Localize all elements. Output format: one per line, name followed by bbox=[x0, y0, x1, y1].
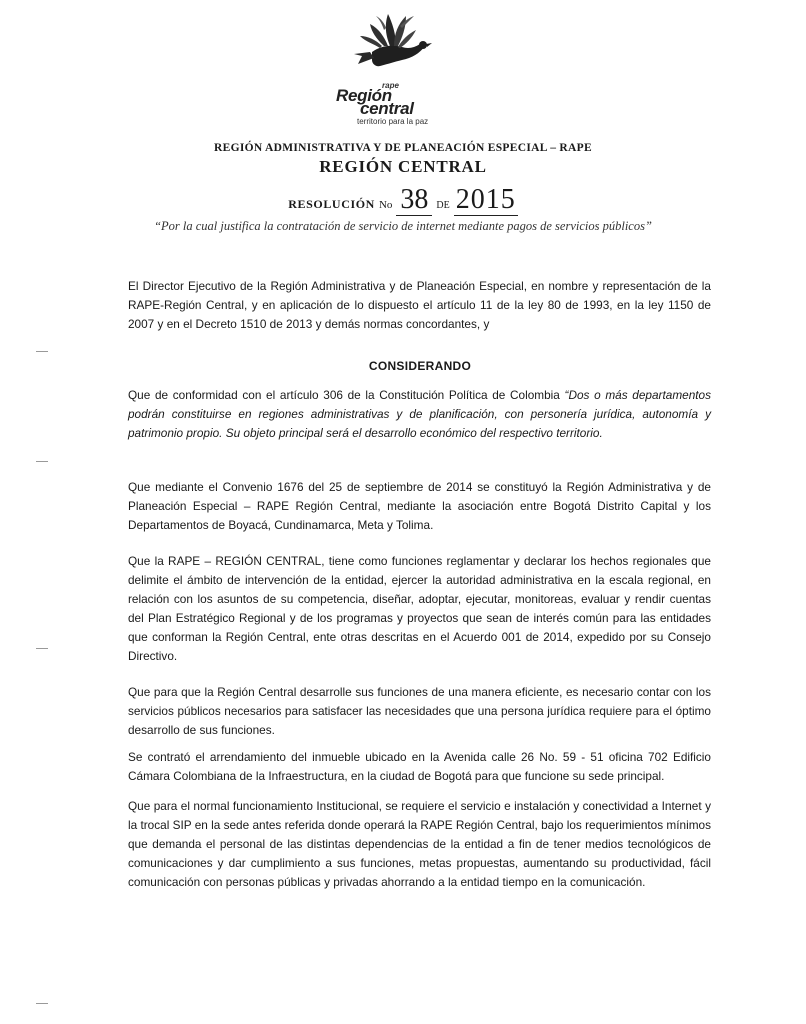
paragraph-arrendamiento: Se contrató el arrendamiento del inmueble ubicado en la Avenida calle 26 No. 59 - 51 oficina 702 Edificio Cámara Colombiana de la Infraestructura, en la ciudad de Bogotá para que funcione su sede principal. bbox=[128, 750, 711, 783]
header-entity-name: REGIÓN ADMINISTRATIVA Y DE PLANEACIÓN ESPECIAL – RAPE bbox=[214, 142, 592, 154]
margin-mark bbox=[36, 461, 48, 462]
paragraph-convenio: Que mediante el Convenio 1676 del 25 de septiembre de 2014 se constituyó la Región Administrativa y de Planeación Especial – RAPE Región Central, mediante la asociación entre Bogotá Distrito Capital y los Departamentos de Boyacá, Cundinamarca, Meta y Tolima. bbox=[128, 480, 711, 532]
margin-mark bbox=[36, 351, 48, 352]
paragraph-servicios: Que para que la Región Central desarrolle sus funciones de una manera eficiente, es necesario contar con los servicios públicos necesarios para satisfacer las necesidades que una persona jurídica requiere para el óptimo desarrollo de sus funciones. bbox=[128, 685, 711, 737]
paragraph-funciones: Que la RAPE – REGIÓN CENTRAL, tiene como funciones reglamentar y declarar los hechos regionales que delimite el ámbito de intervención de la entidad, ejercer la autoridad administrativa en la escala regional, en relación con los asuntos de su competencia, diseñar, adoptar, ejecutar, monitoreas, evaluar y rendir cuentas del Plan Estratégico Regional y de los programas y proyectos que sean de interés común para las entidades que conforman la Región Central, ente otras descritas en el Acuerdo 001 de 2014, expedido por su Consejo Directivo. bbox=[128, 554, 711, 663]
resolution-no-label: No bbox=[378, 199, 393, 211]
logo-region-text: Región bbox=[336, 86, 392, 105]
paragraph-constitution-quote: “Dos o más departamentos podrán constituirse en regiones administrativas y de planificación, con personería jurídica, autonomía y patrimonio propio. Su objeto principal será el desarrollo económico del respectivo territorio. bbox=[128, 388, 712, 440]
dove-icon bbox=[350, 6, 440, 78]
considerando-heading: CONSIDERANDO bbox=[368, 359, 472, 373]
resolution-de-label: DE bbox=[436, 200, 450, 211]
margin-mark bbox=[36, 648, 48, 649]
header-region-name: REGIÓN CENTRAL bbox=[319, 157, 487, 176]
resolution-subtitle: “Por la cual justifica la contratación de servicio de internet mediante pagos de servicios públicos” bbox=[154, 219, 652, 233]
paragraph-internet: Que para el normal funcionamiento Institucional, se requiere el servicio e instalación y conectividad a Internet y la trocal SIP en la sede antes referida donde operará la RAPE Región Central, bajo los requerimientos mínimos que demanda el personal de las distintas dependencias de la entidad a fin de tener medios tecnológicos de comunicaciones y dar cumplimiento a sus funciones, metas propuestas, aumentando su productividad, fácil comunicación con personas públicas y privadas ahorrando a la entidad tiempo en la comunicación. bbox=[128, 799, 711, 889]
resolution-line bbox=[0, 184, 806, 216]
resolution-year: 2015 bbox=[455, 184, 516, 215]
rape-logo bbox=[300, 6, 480, 124]
logo-rape-text: rape bbox=[382, 81, 399, 90]
logo-tagline: territorio para la paz bbox=[357, 117, 429, 126]
paragraph-constitution bbox=[128, 386, 711, 443]
logo-central-text: central bbox=[360, 99, 414, 118]
resolution-number: 38 bbox=[396, 184, 432, 216]
margin-mark bbox=[36, 1003, 48, 1004]
intro-paragraph: El Director Ejecutivo de la Región Administrativa y de Planeación Especial, en nombre y representación de la RAPE-Región Central, y en aplicación de lo dispuesto el artículo 11 de la ley 80 de 1993, en la ley 1150 de 2007 y en el Decreto 1510 de 2013 y demás normas concordantes, y bbox=[128, 279, 711, 331]
resolution-label: RESOLUCIÓN bbox=[288, 197, 375, 211]
paragraph-constitution-lead: Que de conformidad con el artículo 306 de la Constitución Política de Colombia bbox=[128, 388, 565, 402]
